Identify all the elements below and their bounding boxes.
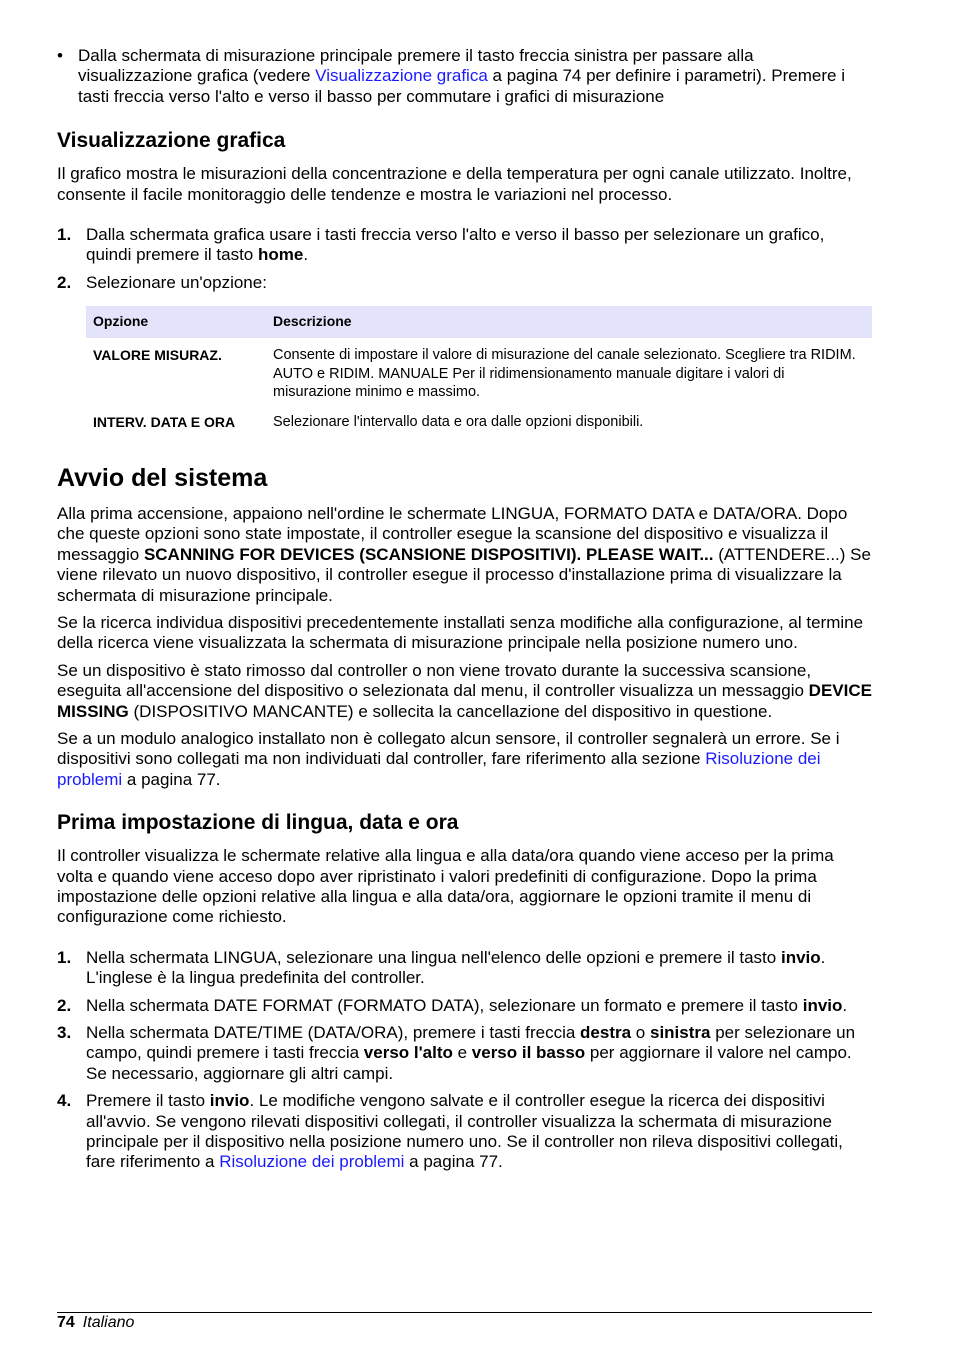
startup-paragraph: Se un dispositivo è stato rimosso dal controller o non viene trovato durante la successiva scansione, eseguita all'accensione del dispositivo o selezionata dal menu, il controller visualizza un messaggio DEVICE MISSING (DISPOSITIVO MANCANTE) e sollecita la cancellazione del dispositivo in questione. bbox=[57, 660, 872, 721]
option-name: INTERV. DATA E ORA bbox=[93, 414, 236, 431]
page-footer bbox=[57, 1312, 872, 1332]
graph-steps bbox=[57, 225, 872, 293]
footer-language: Italiano bbox=[82, 1314, 135, 1331]
list-item: 4. Premere il tasto invio. Le modifiche vengono salvate e il controller esegue la ricerca dei dispositivi all'avvio. Se vengono rilevati dispositivi collegati, il controller visualizza la schermata di misurazione principale per il dispositivo nella posizione numero uno. Se il controller non rileva dispositivi collegati, fare riferimento a Risoluzione dei problemi a pagina 77. bbox=[57, 1091, 843, 1172]
list-item: 3. Nella schermata DATE/TIME (DATA/ORA), premere i tasti freccia destra o sinistra per selezionare un campo, quindi premere i tasti freccia verso l'alto e verso il basso per aggiornare il valore nel campo. Se necessario, aggiornare gli altri campi. bbox=[57, 1023, 856, 1083]
option-name: VALORE MISURAZ. bbox=[93, 347, 222, 364]
first-setup-steps bbox=[57, 948, 872, 1173]
option-description: Selezionare l'intervallo data e ora dalle opzioni disponibili. bbox=[273, 414, 644, 431]
table-header-row bbox=[86, 306, 872, 338]
list-item: 2. Selezionare un'opzione: bbox=[57, 272, 267, 292]
heading-avvio-del-sistema: Avvio del sistema bbox=[57, 463, 268, 492]
link-visualizzazione-grafica[interactable]: Visualizzazione grafica bbox=[315, 66, 488, 86]
graph-intro: Il grafico mostra le misurazioni della concentrazione e della temperatura per ogni canale utilizzato. Inoltre, consente il facile monitoraggio delle tendenze e mostra le variazioni nel processo. bbox=[57, 164, 852, 204]
startup-paragraph: Se la ricerca individua dispositivi precedentemente installati senza modifiche alla configurazione, al termine della ricerca viene visualizzata la schermata di misurazione principale nella posizione numero uno. bbox=[57, 612, 864, 653]
list-item: 2. Nella schermata DATE FORMAT (FORMATO DATA), selezionare un formato e premere il tasto invio. bbox=[57, 995, 848, 1015]
page-number: 74 bbox=[57, 1314, 75, 1331]
first-setup-intro: Il controller visualizza le schermate relative alla lingua e alla data/ora quando viene acceso per la prima volta e quando viene acceso dopo aver ripristinato i valori predefiniti di configurazione. Dopo la prima impostazione delle opzioni relative alla lingua e alla data/ora, aggiornare le opzioni tramite il menu di configurazione come richiesto. bbox=[57, 846, 834, 927]
page-content bbox=[57, 46, 872, 1173]
table-row bbox=[86, 405, 872, 435]
column-header-opzione: Opzione bbox=[86, 306, 266, 338]
list-item: 1. Nella schermata LINGUA, selezionare una lingua nell'elenco delle opzioni e premere il tasto invio. L'inglese è la lingua predefinita del controller. bbox=[57, 947, 826, 988]
heading-visualizzazione-grafica: Visualizzazione grafica bbox=[57, 129, 286, 153]
link-risoluzione-problemi[interactable]: Risoluzione dei problemi bbox=[57, 749, 821, 789]
bullet-dot: • bbox=[57, 46, 63, 65]
table-row bbox=[86, 338, 872, 405]
option-description: Consente di impostare il valore di misurazione del canale selezionato. Scegliere tra RIDIM. AUTO e RIDIM. MANUALE Per il ridimensionamento manuale digitare i valori di misurazione minimo e massimo. bbox=[273, 347, 856, 401]
column-header-descrizione: Descrizione bbox=[266, 306, 872, 338]
intro-bullet: • Dalla schermata di misurazione principale premere il tasto freccia sinistra per passare alla visualizzazione grafica (vedere Visualizzazione grafica a pagina 74 per definire i parametri). Premere i tasti freccia verso l'alto e verso il basso per commutare i grafici di misurazione bbox=[57, 46, 845, 106]
heading-prima-impostazione: Prima impostazione di lingua, data e ora bbox=[57, 811, 459, 835]
link-risoluzione-problemi[interactable]: Risoluzione dei problemi bbox=[219, 1152, 405, 1172]
startup-paragraph: Se a un modulo analogico installato non è collegato alcun sensore, il controller segnalerà un errore. Se i dispositivi sono collegati ma non individuati dal controller, fare riferimento alla sezione Risoluzione dei problemi a pagina 77. bbox=[57, 728, 840, 789]
startup-paragraph: Alla prima accensione, appaiono nell'ordine le schermate LINGUA, FORMATO DATA e DATA/ORA. Dopo che queste opzioni sono state impostate, il controller esegue la scansione del dispositivo e visualizza il messaggio SCANNING FOR DEVICES (SCANSIONE DISPOSITIVI). PLEASE WAIT... (ATTENDERE...) Se viene rilevato un nuovo dispositivo, il controller esegue il processo d'installazione prima di visualizzare la schermata di misurazione principale. bbox=[57, 503, 871, 605]
options-table bbox=[86, 306, 872, 436]
list-item: 1. Dalla schermata grafica usare i tasti freccia verso l'alto e verso il basso per selezionare un grafico, quindi premere il tasto home. bbox=[57, 225, 825, 265]
